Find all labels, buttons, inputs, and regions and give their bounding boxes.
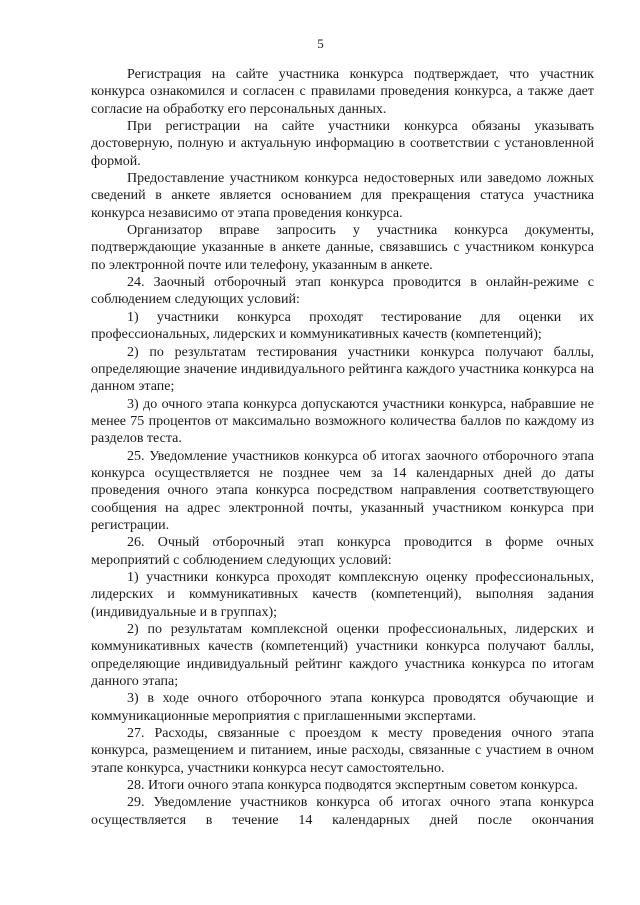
paragraph: Предоставление участником конкурса недостоверных или заведомо ложных сведений в анкете является основанием для прекращения статуса участника конкурса независимо от этапа проведения конкурса.: [91, 171, 594, 221]
paragraph: 26. Очный отборочный этап конкурса проводится в форме очных мероприятий с соблюдением следующих условий:: [91, 535, 594, 568]
paragraph: 1) участники конкурса проходят тестирование для оценки их профессиональных, лидерских и коммуникативных качеств (компетенций);: [91, 309, 594, 343]
paragraph: 3) в ходе очного отборочного этапа конкурса проводятся обучающие и коммуникационные мероприятия с приглашенными экспертами.: [91, 691, 594, 724]
paragraph: 1) участники конкурса проходят комплексную оценку профессиональных, лидерских и коммуникативных качеств (компетенций), выполняя задания (индивидуальные и в группах);: [91, 569, 594, 620]
paragraph: 27. Расходы, связанные с проездом к месту проведения очного этапа конкурса, размещением и питанием, иные расходы, связанные с участием в очном этапе конкурса, участники конкурса несут самостоятельно.: [91, 726, 594, 776]
paragraph: 3) до очного этапа конкурса допускаются участники конкурса, набравшие не менее 75 процентов от максимально возможного количества баллов по каждому из разделов теста.: [91, 396, 594, 447]
paragraph: При регистрации на сайте участники конкурса обязаны указывать достоверную, полную и актуальную информацию в соответствии с установленной формой.: [91, 119, 594, 169]
page-number: 5: [317, 36, 324, 51]
paragraph: 2) по результатам комплексной оценки профессиональных, лидерских и коммуникативных качеств (компетенций) участники конкурса получают баллы, определяющие индивидуальный рейтинг каждого участника конкурса по итогам данного этапа;: [91, 622, 594, 690]
paragraph: 24. Заочный отборочный этап конкурса проводится в онлайн-режиме с соблюдением следующих условий:: [91, 275, 594, 308]
paragraph: Регистрация на сайте участника конкурса подтверждает, что участник конкурса ознакомился и согласен с правилами проведения конкурса, а также дает согласие на обработку его персональных данных.: [91, 67, 594, 117]
paragraph: 2) по результатам тестирования участники конкурса получают баллы, определяющие значение индивидуального рейтинга каждого участника конкурса на данном этапе;: [91, 344, 594, 395]
document-body: [91, 66, 594, 829]
paragraph: Организатор вправе запросить у участника конкурса документы, подтверждающие указанные в анкете данные, связавшись с участником конкурса по электронной почте или телефону, указанным в анкете.: [91, 223, 594, 273]
paragraph: 29. Уведомление участников конкурса об итогах очного этапа конкурса осуществляется в течение 14 календарных дней после окончания: [91, 795, 594, 828]
paragraph: 25. Уведомление участников конкурса об итогах заочного отборочного этапа конкурса осуществляется не позднее чем за 14 календарных дней до даты проведения очного этапа конкурса посредством направления соответствующего сообщения на адрес электронной почты, указанный участником конкурса при регистрации.: [91, 448, 594, 533]
paragraph: 28. Итоги очного этапа конкурса подводятся экспертным советом конкурса.: [127, 778, 578, 794]
